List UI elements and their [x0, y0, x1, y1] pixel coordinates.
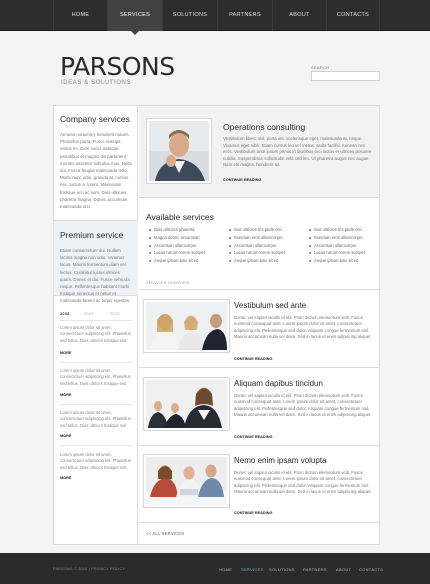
company-services-text: Aenean nonummy hendrerit mauris. Phasellus porta. Fusce suscipit varius mi. Cum sociis natoque penatibus et magnis dis parturient montes nascetur ridiculus mus. Nulla dui. Fusce feugiat malesuada odio. Morbi nunc odio, gravida at, cursus nec, luctus a, lorem. Maecenas tristique orci ac sem. Duis ultricies pharetra magna. Donec accumsan malesuada orci. [60, 132, 132, 210]
services-column [229, 226, 309, 265]
company-services-block [54, 114, 138, 222]
news-more-link[interactable]: MORE [60, 351, 72, 355]
service-item[interactable]: Accumsan ullamcorper [309, 242, 389, 250]
service-item[interactable]: Magna donec accumsan [149, 234, 229, 242]
services-column [149, 226, 229, 265]
footer-nav-home[interactable]: HOME [219, 567, 233, 572]
news-item: Lorem ipsum dolor sit amet, consectetuer adipiscing elit. Phasellus sed tellus. Duis ultrices tristique nisl. [60, 368, 131, 386]
services-title: Available services [146, 212, 214, 222]
article-text: Donec vel sapien iaculis id elit. Proin dictum elementum velit. Fusce euismod consequat ante. Lorem ipsum dolor sit amet, consectetuer adipiscing elit. Pellentesque sed dolor. Aliquam congue fermentum nisl. Mauris accumsan nulla vel diam. Sed in lacus ut enim adipiscing aliquet. [234, 393, 372, 417]
service-item[interactable]: Sed ultricies tris pede orci [309, 226, 389, 234]
divider [60, 320, 132, 321]
service-item[interactable]: Lacus rutrum lorem semper [229, 249, 309, 257]
article-photo [143, 299, 230, 353]
news-item: Lorem ipsum dolor sit amet, consectetuer adipiscing elit. Phasellus sed tellus. Duis ultrices tristique nisl. [60, 452, 131, 470]
divider [139, 289, 379, 290]
all-services-link[interactable]: << ALL SERVICES [146, 531, 185, 536]
nav-contacts[interactable]: CONTACTS [326, 0, 380, 31]
article-title[interactable]: Nemo enim ipsam volupta [234, 456, 327, 465]
top-navigation [0, 0, 430, 31]
footer [0, 553, 430, 584]
news-item: Lorem ipsum dolor sit amet, consectetuer adipiscing elit. Phasellus sed tellus. Duis ultrices tristique nisl. [60, 325, 131, 343]
featured-block [139, 106, 379, 198]
premium-service-title: Premium service [60, 230, 124, 240]
news-more-link[interactable]: MORE [60, 476, 72, 480]
article-photo [143, 377, 230, 431]
footer-nav-services[interactable]: SERVICES [241, 567, 264, 572]
company-services-title: Company services [60, 114, 130, 124]
tagline: IDEAS & SOLUTIONS [61, 80, 132, 86]
service-item[interactable]: Lacus rutrum lorem semper [149, 249, 229, 257]
service-item[interactable]: Aeque ipsum ipse sit eq [309, 257, 389, 265]
article-continue-link[interactable]: CONTINUE READING [234, 357, 273, 361]
services-column [309, 226, 389, 265]
divider [60, 404, 132, 405]
featured-text: Vestibulum libero nisl, porta vel, scelerisque eget, malesuada at, neque. Vivamus eget nibh. Etiam cursus leo vel metus. Nulla facilisi. Aenean nec eros. Vestibulum ante ipsum primis in faucibus orci luctus et ultrices posuere cubilia. Suspendisse sollicitudin velit sed leo. Ut pharetra augue nec augue. Nam elit magna, hendrerit sit. [223, 136, 372, 168]
nav-services[interactable]: SERVICES [107, 0, 162, 31]
tab-2009[interactable]: 2009 [84, 312, 94, 316]
article-continue-link[interactable]: CONTINUE READING [234, 511, 273, 515]
divider [60, 362, 132, 363]
service-item[interactable]: Interdum eros ullamcorper [229, 234, 309, 242]
service-item[interactable]: Duis ultricies pharetra [149, 226, 229, 234]
sidebar [54, 106, 138, 544]
search-label: SEARCH [311, 65, 330, 70]
premium-service-text: Etiam consectetuer dui. Nullam lacinia magna non odio. Vivamus lacus. Mauris fermentum diam vel lectus. Curabitur luctus ultrices quam. Donec et dui. Fusce vehicula neque. Pellentesque habitant morbi tristique senectus et netus et malesuada fames ac turpis egestas. [60, 248, 131, 304]
footer-nav-about[interactable]: ABOUT [336, 567, 352, 572]
news-more-link[interactable]: MORE [60, 434, 72, 438]
footer-nav-partners[interactable]: PARTNERS [303, 567, 327, 572]
article-photo [143, 454, 230, 508]
divider [139, 522, 379, 523]
nav-about[interactable]: ABOUT [272, 0, 326, 31]
search-input[interactable] [311, 71, 380, 81]
featured-title[interactable]: Operations consulting [223, 122, 306, 132]
nav-home[interactable]: HOME [53, 0, 107, 31]
consultant-photo [146, 118, 212, 184]
service-item[interactable]: Aeque ipsum ipse sit eq [229, 257, 309, 265]
services-overview-link[interactable]: SERVICES OVERVIEW [146, 281, 190, 285]
article-continue-link[interactable]: CONTINUE READING [234, 435, 273, 439]
service-item[interactable]: Accumsan ullamcorper [149, 242, 229, 250]
footer-nav-contacts[interactable]: CONTACTS [359, 567, 384, 572]
copyright: PARSONS © 2010 | PRIVACY POLICY [53, 567, 126, 571]
service-item[interactable]: Lacus rutrum lorem semper [309, 249, 389, 257]
logo[interactable]: PARSONS [60, 52, 175, 81]
tab-2010[interactable]: 2010 [110, 312, 120, 316]
news-year-tabs [60, 312, 134, 320]
article-text: Donec vel sapien iaculis id elit. Proin dictum elementum velit. Fusce euismod consequat ante. Lorem ipsum dolor sit amet, consectetuer adipiscing elit. Pellentesque sed dolor. Aliquam congue fermentum nisl. Mauris accumsan nulla vel diam. Sed in lacus ut enim adipiscing aliquet. [234, 470, 372, 494]
news-item: Lorem ipsum dolor sit amet, consectetuer adipiscing elit. Phasellus sed tellus. Duis ultrices tristique nisl. [60, 410, 131, 428]
service-item[interactable]: Sed ultricies tris pede orci [229, 226, 309, 234]
service-item[interactable]: Aeque ipsum ipse sit eq [149, 257, 229, 265]
featured-continue-link[interactable]: CONTINUE READING [223, 178, 262, 182]
service-item[interactable]: Interdum eros ullamcorper [309, 234, 389, 242]
service-item[interactable]: Accumsan ullamcorper [229, 242, 309, 250]
news-more-link[interactable]: MORE [60, 393, 72, 397]
article-title[interactable]: Aliquam dapibus tincidun [234, 379, 323, 388]
article-text: Donec vel sapien iaculis id elit. Proin dictum elementum velit. Fusce euismod consequat ante. Lorem ipsum dolor sit amet, consectetuer adipiscing elit. Pellentesque sed dolor. Aliquam congue fermentum nisl. Mauris accumsan nulla vel diam. Sed in lacus ut enim adipiscing aliquet. [234, 315, 372, 339]
tab-2008[interactable]: 2008 [60, 312, 70, 316]
divider [139, 445, 379, 446]
article-title[interactable]: Vestibulum sed ante [234, 301, 307, 310]
nav-partners[interactable]: PARTNERS [217, 0, 272, 31]
divider [60, 445, 132, 446]
nav-solutions[interactable]: SOLUTIONS [162, 0, 217, 31]
divider [139, 367, 379, 368]
footer-nav-solutions[interactable]: SOLUTIONS [269, 567, 295, 572]
premium-service-block [54, 220, 138, 304]
